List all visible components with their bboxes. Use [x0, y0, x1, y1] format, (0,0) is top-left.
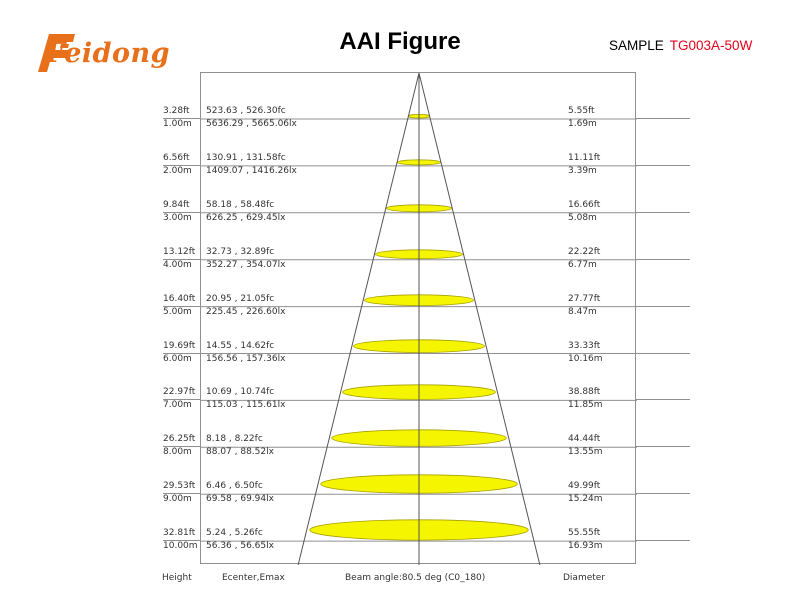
row-height-m: 7.00m: [163, 400, 192, 411]
row-height-m: 6.00m: [163, 353, 192, 364]
row-diameter-m: 11.85m: [568, 400, 603, 411]
row-height-m: 4.00m: [163, 259, 192, 270]
row-separator-left: [163, 212, 200, 213]
row-illuminance-lx: 352.27 , 354.07lx: [206, 259, 286, 270]
row-illuminance-fc: 58.18 , 58.48fc: [206, 199, 275, 210]
row-illuminance-fc: 8.18 , 8.22fc: [206, 434, 263, 445]
row-illuminance-lx: 5636.29 , 5665.06lx: [206, 119, 297, 129]
row-diameter-m: 16.93m: [568, 541, 603, 552]
row-separator-left: [163, 118, 200, 119]
row-diameter-ft: 38.88ft: [568, 387, 601, 398]
row-height-ft: 6.56ft: [163, 152, 190, 163]
row-separator-right: [636, 540, 690, 541]
row-illuminance-lx: 156.56 , 157.36lx: [206, 353, 286, 364]
row-diameter-m: 6.77m: [568, 259, 597, 270]
row-separator-left: [163, 446, 200, 447]
row-diameter-m: 15.24m: [568, 494, 603, 505]
row-separator-left: [163, 353, 200, 354]
row-diameter-ft: 16.66ft: [568, 199, 601, 210]
row-diameter-ft: 44.44ft: [568, 434, 601, 445]
row-separator-right: [636, 165, 690, 166]
brand-name: Feidong: [46, 38, 171, 69]
row-diameter-ft: 27.77ft: [568, 293, 601, 304]
row-diameter-m: 10.16m: [568, 353, 603, 364]
row-separator-right: [636, 212, 690, 213]
row-illuminance-fc: 6.46 , 6.50fc: [206, 481, 263, 492]
row-illuminance-lx: 225.45 , 226.60lx: [206, 306, 286, 317]
row-height-ft: 22.97ft: [163, 387, 196, 398]
row-illuminance-lx: 88.07 , 88.52lx: [206, 447, 274, 458]
row-height-m: 1.00m: [163, 119, 192, 129]
footer-beam-angle-label: Beam angle:80.5 deg (C0_180): [345, 573, 486, 583]
row-separator-right: [636, 353, 690, 354]
row-separator-right: [636, 118, 690, 119]
row-diameter-ft: 49.99ft: [568, 481, 601, 492]
row-illuminance-lx: 626.25 , 629.45lx: [206, 212, 286, 223]
row-separator-left: [163, 540, 200, 541]
row-height-ft: 16.40ft: [163, 293, 196, 304]
footer-diameter-label: Diameter: [563, 573, 606, 583]
row-diameter-ft: 5.55ft: [568, 106, 595, 116]
row-diameter-ft: 33.33ft: [568, 340, 601, 351]
row-illuminance-fc: 523.63 , 526.30fc: [206, 106, 286, 116]
row-height-m: 9.00m: [163, 494, 192, 505]
row-diameter-m: 1.69m: [568, 119, 597, 129]
row-diameter-m: 8.47m: [568, 306, 597, 317]
row-separator-left: [163, 399, 200, 400]
row-separator-left: [163, 165, 200, 166]
row-illuminance-lx: 1409.07 , 1416.26lx: [206, 165, 297, 176]
sample-label-group: [609, 38, 752, 53]
row-diameter-ft: 55.55ft: [568, 528, 601, 539]
row-separator-left: [163, 259, 200, 260]
row-separator-right: [636, 306, 690, 307]
row-separator-right: [636, 446, 690, 447]
row-separator-left: [163, 306, 200, 307]
row-height-ft: 26.25ft: [163, 434, 196, 445]
row-illuminance-fc: 5.24 , 5.26fc: [206, 528, 263, 539]
row-height-ft: 32.81ft: [163, 528, 196, 539]
sample-label: SAMPLE: [609, 38, 664, 53]
row-diameter-m: 5.08m: [568, 212, 597, 223]
row-illuminance-fc: 10.69 , 10.74fc: [206, 387, 275, 398]
row-illuminance-lx: 69.58 , 69.94lx: [206, 494, 274, 505]
footer-height-label: Height: [162, 573, 192, 583]
row-separator-right: [636, 259, 690, 260]
row-separator-left: [163, 493, 200, 494]
row-diameter-ft: 11.11ft: [568, 152, 601, 163]
row-illuminance-fc: 32.73 , 32.89fc: [206, 246, 275, 257]
row-separator-right: [636, 493, 690, 494]
row-diameter-m: 13.55m: [568, 447, 603, 458]
footer-ecenter-label: Ecenter,Emax: [222, 573, 285, 583]
row-diameter-ft: 22.22ft: [568, 246, 601, 257]
row-height-m: 3.00m: [163, 212, 192, 223]
row-illuminance-fc: 130.91 , 131.58fc: [206, 152, 286, 163]
row-illuminance-fc: 20.95 , 21.05fc: [206, 293, 275, 304]
row-height-ft: 3.28ft: [163, 106, 190, 116]
row-height-ft: 13.12ft: [163, 246, 196, 257]
row-height-m: 10.00m: [163, 541, 198, 552]
row-height-m: 2.00m: [163, 165, 192, 176]
row-height-ft: 9.84ft: [163, 199, 190, 210]
row-height-ft: 19.69ft: [163, 340, 196, 351]
row-illuminance-fc: 14.55 , 14.62fc: [206, 340, 275, 351]
row-illuminance-lx: 115.03 , 115.61lx: [206, 400, 286, 411]
row-height-ft: 29.53ft: [163, 481, 196, 492]
row-diameter-m: 3.39m: [568, 165, 597, 176]
page-title: AAI Figure: [339, 28, 461, 55]
sample-code: TG003A-50W: [669, 38, 753, 53]
row-separator-right: [636, 399, 690, 400]
row-height-m: 5.00m: [163, 306, 192, 317]
row-height-m: 8.00m: [163, 447, 192, 458]
row-illuminance-lx: 56.36 , 56.65lx: [206, 541, 274, 552]
